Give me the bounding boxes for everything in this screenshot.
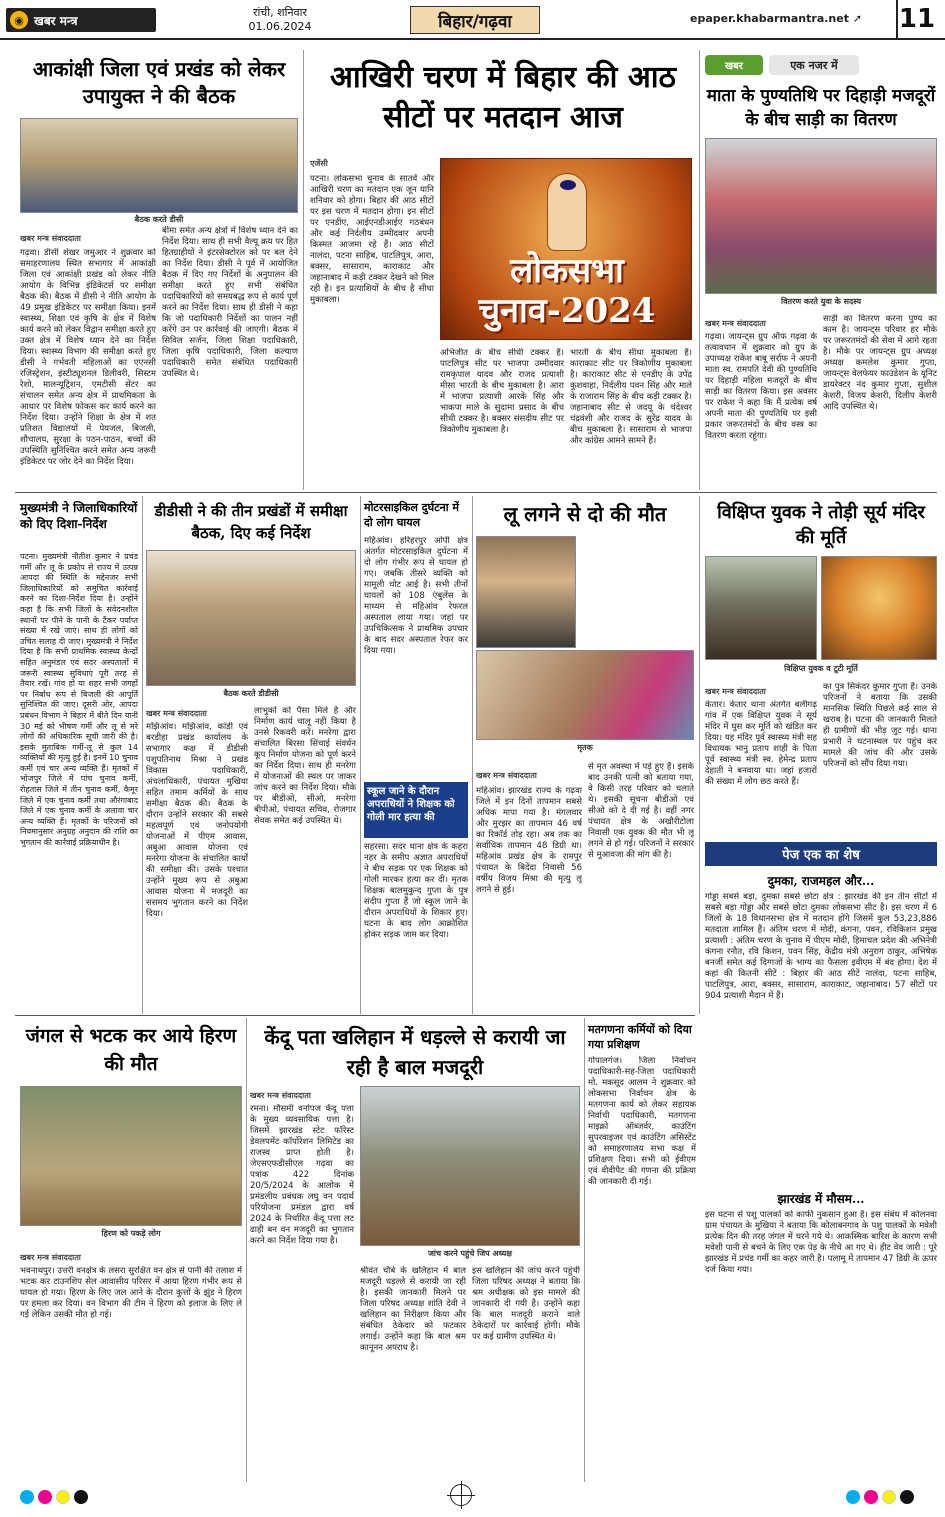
ddc-byline: खबर मन्त्र संवाददाता bbox=[146, 709, 207, 718]
poster-line-1: लोकसभा bbox=[510, 251, 624, 291]
ddc-body-col2: लाभुकों को पैसा मिले है और निर्माण कार्य चालू नहीं किया है उनसे रिकवरी करें। मनरेगा द्वारा संचालित बिरसा सिंचाई संवर्धन कूप निर्माण योजना को पूर्ण करने का निर्देश दिया। साथ ही मनरेगा में योजनाओं की स्थल पर जाकर जांच करने का निर्देश दिया। मौके पर बीडीओ, सीओ, मनरेगा बीपीओ, पंचायत सचिव, रोजगार सेवक समेत कई उपस्थित थे। bbox=[254, 706, 356, 826]
lead-byline: एजेंसी bbox=[310, 159, 328, 168]
page-one-sub2: झारखंड में मौसम... bbox=[777, 1192, 865, 1206]
cursor-icon: ➚ bbox=[852, 12, 863, 25]
ddc-caption: बैठक करते डीडीसी bbox=[223, 689, 279, 698]
cm-headline: मुख्यमंत्री ने जिलाधिकारियों को दिए दिशा-निर्देश bbox=[20, 501, 138, 531]
deer-byline: खबर मन्त्र संवाददाता bbox=[20, 1253, 81, 1262]
column-divider bbox=[472, 496, 473, 1014]
saree-body-col2: साड़ी का वितरण करना पुण्य का काम है। जायन्ट्स परिवार हर मौके पर जरूरतमंदों की सेवा में आगे रहता है। मौके पर जायन्ट्स ग्रुप अध्यक्ष अध्यक्ष कमलेश कुमार गुप्ता, जायन्ट्स वेलफेयर फाउंडेशन के यूनिट डायरेक्टर नंद कुमार गुप्ता, सुशील केशरी, विजय केशरी, दिलीप केशरी आदि उपस्थित थे। bbox=[823, 314, 937, 412]
newspaper-logo[interactable] bbox=[6, 8, 156, 32]
idol-body-col1: केतार। केतार थाना अंतर्गत बलीगढ़ गांव में एक विक्षिप्त युवक ने सूर्य मंदिर में घुस कर मूर्ति को खंडित कर दिया। यह मंदिर पूर्व स्वास्थ्य मंत्री सह विधायक भानु प्रताप शाही के पिता पूर्व स्वास्थ्य मंत्री स्व. हेमेन्द्र प्रताप देहाती ने बनवाया था। जहां हजारों की संख्या में लोग छठ करते हैं। bbox=[705, 700, 817, 787]
child-byline: खबर मन्त्र संवाददाता bbox=[250, 1091, 311, 1100]
meeting-headline: आकांक्षी जिला एवं प्रखंड को लेकर उपायुक्त ने की बैठक bbox=[32, 57, 286, 108]
deer-photo bbox=[20, 1086, 242, 1226]
heat-headline: लू लगने से दो की मौत bbox=[503, 502, 667, 526]
epaper-link[interactable] bbox=[690, 12, 862, 25]
meeting-body-col1: गढ़वा। डीसी शेखर जमुआर ने शुक्रवार को समाहरणालय स्थित सभागार में आकांक्षी जिला एवं आकांक्षी प्रखंड को लेकर नीति आयोग के विभिन्न इंडिकेटर्स पर समीक्षा बैठक की। बैठक में डीसी ने नीति आयोग के 49 प्रमुख इंडिकेटर पर समीक्षा किया। इनमें स्वास्थ्य, शिक्षा एवं कृषि के क्षेत्र में विशेष कार्य करने को लेकर विद्वान समीक्षा करते हुए उक्त क्षेत्र में विशेष ध्यान देने का निर्देश दिया। स्वास्थ्य विभाग की समीक्षा करते हुए डीसी ने गर्भवती महिलाओं का एएनसी रजिस्ट्रेशन, इंस्टीट्यूशनल डिलीवरी, सिस्टम रेशो, मालन्यूट्रिशन, एमटीसी सेंटर का संचालन समेत अन्य क्षेत्र में प्राथमिकता के आधार पर विशेष फोकस कर कार्य करने का निर्देश दिया। उन्होंने शिक्षा के क्षेत्र में शत प्रतिशत विद्यालयों में पेयजल, बिजली, शौचालय, सुरक्षा के पठन-पाठन, बच्चों की उपस्थिति सुनिश्चित करने समेत अन्य जरूरी इंडिकेटर पर जोर देने का निर्देश दिया। bbox=[20, 248, 156, 467]
cm-body: पटना। मुख्यमंत्री नीतीश कुमार ने प्रचंड गर्मी और लू के प्रकोप से राज्य में उत्पन्न आपदा की स्थिति के मद्देनजर सभी जिलाधिकारियों को समुचित कार्रवाई करने का दिशा-निर्देश दिया है। उन्होंने कहा है कि सभी जिलों के संवेदनशील स्थानों पर पीने के पानी के टैंकर पर्याप्त संख्या में रखे जाएं। साथ ही लोगों को उचित सलाह दी जाए। मुख्यमंत्री ने निर्देश दिया है कि सभी प्राथमिक स्वास्थ्य केन्द्रों सहित अनुमंडल एवं सदर अस्पतालों में जरूरी स्वास्थ्य सुविधाएं पूरी तरह से तैयार रखें। गांव हो या शहर सभी जगहों पर निर्बाध रूप से बिजली की आपूर्ति सुनिश्चित की जाए। दूसरी ओर, आपदा प्रबंधन विभाग ने बिहार में बीते दिन यानी 30 मई को भीषण गर्मी और लू से मरे लोगों की अधिकारिक सूची जारी की है। इसके मुताबिक गर्मी-लू से कुल 14 व्यक्तियों की मृत्यु हुई है। इनमें 10 चुनाव कर्मी एवं चार अन्य व्यक्ति हैं। मृतकों में भोजपुर जिले में पांच चुनाव कर्मी, रोहतास जिले में तीन चुनाव कर्मी, कैमूर जिले में एक चुनाव कर्मी तथा औरंगाबाद जिले में एक चुनाव कर्मी के अलावा चार अन्य व्यक्ति हैं। मृतकों के परिजनों को नियमानुसार अनुग्रह अनुदान की राशि का भुगतान की कार्रवाई प्रक्रियाधीन है। bbox=[20, 552, 138, 848]
heat-body-col2: से मृत अवस्था में पड़े हुए हैं। इसके बाद उनकी पत्नी को बताया गया, वे किसी तरह परिवार को चलाते थे। इसकी सूचना बीडीओ एवं सीओ को दे दी गई है। वहीं नगर पंचायत क्षेत्र के अखौरीटोला निवासी एक युवक की मौत भी लू लगने से हो गई। परिजनों ने सरकार से मुआवजा की मांग की है। bbox=[588, 762, 694, 860]
page-one-header-text: पेज एक का शेष bbox=[782, 848, 860, 863]
column-divider bbox=[360, 496, 361, 1014]
idol-photo-statue bbox=[821, 556, 937, 660]
meeting-body-col2: बीमा समेत अन्य क्षेत्रों में विशेष ध्यान देने का निर्देश दिया। साथ ही सभी वैल्यू क्रय पर हित हितग्राहीयों ने इंटरसेक्टोरल को पर बल देने का निर्देश दिया। डीसी ने पूर्व में आयोजित बैठक में दिए गए निर्देशों के अनुपालन की समीक्षा करते हुए सभी संबंधित पदाधिकारियों को समयबद्ध रूप से कार्य पूर्ण करने का निर्देश दिया। साथ ही डीसी ने कहा कि जो पदाधिकारी निर्देशों का पालन नहीं करेंगे उन पर कार्रवाई की जाएगी। बैठक में सिविल सर्जन, जिला शिक्षा पदाधिकारी, जिला कृषि पदाधिकारी, जिला कल्याण पदाधिकारी समेत संबंधित पदाधिकारी उपस्थित थे। bbox=[162, 226, 298, 379]
registration-dot-icon bbox=[38, 1490, 52, 1504]
accident-body: महिआंव। हरिहरपुर ओपी क्षेत्र अंतर्गत मोटरसाइकिल दुर्घटना में दो लोग गंभीर रूप से घायल हो गए। जबकि तीसरे व्यक्ति को मामूली चोट आई है। सभी तीनों घायलों को 108 एंबुलेंस के माध्यम से महिआंव रेफरल अस्पताल लाया गया। जहां पर उपचिकित्सक ने प्राथमिक उपचार के बाद सदर अस्पताल रेफर कर दिया गया। bbox=[364, 536, 468, 656]
page-one-body2: इस घटना से पशु पालकों को काफी नुकसान हुआ है। इस संबंध में कोलनवा ग्राम पंचायत के मुखिया ने बताया कि कोलाबनगाव के पशु पालकों के मवेशी प्रत्येक दिन की तरह जंगल में चरने गये थे। आकस्मिक बारिश के कारण सभी मवेशी पानी से बचने के लिए एक पेड़ के नीचे आ गए थे। हीट वेव जारी : पूरे झारखंड में प्रचंड गर्मी का कहर जारी है। पलामू में तापमान 47 डिग्री के ऊपर दर्ज किया गया। bbox=[705, 1210, 937, 1275]
teacher-headline: स्कूल जाने के दौरान अपराधियों ने शिक्षक को गोली मार हत्या की bbox=[367, 786, 455, 823]
page-one-sub: दुमका, राजमहल और... bbox=[767, 874, 875, 888]
child-headline: केंदू पता खलिहान में धड़ल्ले से करायी जा रही है बाल मजदूरी bbox=[264, 1025, 566, 1079]
saree-body-col1: गढ़वा। जायन्ट्स ग्रुप ऑफ गढ़वा के तत्वावधान में शुक्रवार को ग्रुप के उपाध्यक्ष राकेश बाबू सर्राफ ने अपनी माता स्व. रामपति देवी की पुण्यतिथि पर दिहाड़ी महिला मजदूरों के बीच साड़ी का वितरण किया। इस अवसर पर राकेश ने कहा कि मैं प्रत्येक वर्ष अपनी माता की पुण्यतिथि पर इसी प्रकार जरूरतमंदों के बीच वस्त्र का वितरण करता रहूंगा। bbox=[705, 332, 817, 441]
registration-dot-icon bbox=[864, 1490, 878, 1504]
logo-text: खबर मन्त्र bbox=[34, 13, 78, 28]
column-divider bbox=[303, 50, 304, 490]
idol-caption: विक्षिप्त युवक व टूटी मूर्ति bbox=[784, 664, 858, 673]
idol-byline: खबर मन्त्र संवाददाता bbox=[705, 687, 766, 696]
heat-body-col1: महिआंव। झारखंड राज्य के गढ़वा जिले में इन दिनों तापमान सबसे अधिक मापा गया है। मंगलवार और मुरझर का तापमान 46 वर्ष का रिकॉर्ड तोड़ रहा। अब तक का सर्वाधिक तापमान 48 डिग्री था। महिआंव प्रखंड क्षेत्र के रामपुर पंचायत के बिदेंदा निवासी 56 वर्षीय विजय मिश्रा की मृत्यु लू लगने से हुई। bbox=[476, 786, 582, 895]
child-body-col3: इस खलिहान की जांच करने पहुंची जिला परिषद अध्यक्ष ने बताया कि श्रम अधीक्षक को इस मामले की जानकारी दी गयी है। उन्होंने कहा कि बाल मजदूरी कराने वाले ठेकेदारों पर कार्रवाई होगी। मौके पर कई ग्रामीण उपस्थित थे। bbox=[472, 1266, 580, 1342]
poster-line-2: चुनाव-2024 bbox=[478, 291, 656, 331]
masthead bbox=[0, 0, 945, 40]
deer-body: भवनाथपुर। उत्तरी वनक्षेत्र के लसरा सुरक्षित वन क्षेत्र से पानी की तलाश में भटक कर टाउनशिप सेल आवासीय परिसर में आया हिरण गंभीर रूप से घायल हो गया। हिरण के लिए जल आने के दौरान कुत्तों के झुंड ने हिरण पर हमला कर दिया। वन विभाग की टीम ने हिरण को इलाज के लिए ले गई लेकिन उसकी मौत हो गई। bbox=[20, 1266, 242, 1320]
saree-headline: माता के पुण्यतिथि पर दिहाड़ी मजदूरों के बीच साड़ी का वितरण bbox=[706, 86, 936, 130]
column-divider bbox=[142, 496, 143, 1014]
teacher-body: सहरसा। सदर थाना क्षेत्र के कहरा नहर के समीप अज्ञात अपराधियों ने बीच सड़क पर एक शिक्षक को गोली मारकर हत्या कर दी। मृतक शिक्षक बालमुकुन्द गुप्ता के पुत्र संदीप गुप्ता हैं जो स्कूल जाने के दौरान अपराधियों के शिकार हुए। घटना के बाद लोग आक्रोशित होकर सड़क जाम कर दिया। bbox=[364, 842, 468, 940]
dateline bbox=[230, 6, 330, 34]
nazar-tag-text: खबर bbox=[725, 61, 743, 72]
lead-body-col1: पटना। लोकसभा चुनाव के सातवें और आखिरी चरण का मतदान एक जून यानि शनिवार को होगा। बिहार की आठ सीटों पर इस चरण में मतदान होगा। इन सीटों पर एनडीए, आईएनडीआईए गठबंधन और कई निर्दलीय उम्मीदवार अपनी किस्मत आजमा रहे हैं। आठ सीटों नालंदा, पटना साहिब, पाटलिपुत्र, आरा, बक्सर, सासाराम, काराकाट और जहानाबाद में कड़ी टक्कर देखने को मिल रही है। इन प्रत्याशियों के बीच है सीधा मुकाबला। bbox=[310, 174, 434, 305]
epaper-url: epaper.khabarmantra.net bbox=[690, 12, 849, 25]
heat-photo-person bbox=[476, 536, 576, 648]
accident-headline: मोटरसाइकिल दुर्घटना में दो लोग घायल bbox=[364, 501, 459, 529]
ink-finger-icon bbox=[547, 173, 587, 251]
meeting-photo bbox=[20, 118, 298, 213]
lead-body-col3: भारती के बीच सीधा मुकाबला है। काराकाट सीट पर त्रिकोणीय मुकाबला है। काराकाट सीट से एनडीए के उपेंद्र कुशवाहा, निर्दलीय पवन सिंह और माले के राजाराम सिंह के बीच कड़ी टक्कर है। जहानाबाद सीट से जदयू के चंदेश्वर चंद्रवंशी और राजद के सुरेंद्र यादव के बीच मुकाबला है। सासाराम से भाजपा और कांग्रेस आमने सामने हैं। bbox=[570, 348, 692, 446]
nazar-box bbox=[705, 55, 937, 75]
column-divider bbox=[699, 50, 700, 490]
idol-body-col2: का पुत्र सिकंदर कुमार गुप्ता है। उनके परिजनों ने बताया कि उसकी मानसिक स्थिति पिछले कई साल से खराब है। घटना की जानकारी मिलते ही ग्रामीणों की भीड़ जुट गई। थाना प्रभारी ने घटनास्थल पर पहुंच कर मामले की जांच की और उसके परिजनों को सौंप दिया गया। bbox=[823, 682, 937, 769]
column-divider bbox=[246, 1018, 247, 1482]
page-one-body: गोड्डा सबसे बड़ा, दुमका सबसे छोटा क्षेत्र : झारखंड की इन तीन सीटों में सबसे बड़ा गोड्डा और सबसे छोटा दुमका लोकसभा सीट है। इस चरण में 6 जिलों के 18 विधानसभा क्षेत्र में मतदान होंगे जिसमें कुल 53,23,886 मतदाता शामिल हैं। अंतिम चरण में मोदी, कंगना, पवन, रविकिशन प्रमुख प्रत्याशी : अंतिम चरण के चुनाव में पीएम मोदी, हिमाचल प्रदेश की अभिनेत्री कंगना रनौत, रवि किशन, पवन सिंह, केंद्रीय मंत्री अनुराग ठाकुर, अभिषेक बनर्जी समेत कई दिग्गजों के भाग्य का फैसला इवीएम में बंद होगा। देश में कहां की कितनी सीटें : बिहार की आठ सीटें नालंदा, पटना साहिब, पाटलिपुत्र, आरा, बक्सर, सासाराम, काराकाट, जहानाबाद। 57 सीटों पर 904 प्रत्याशी मैदान में हैं। bbox=[705, 892, 937, 1001]
ddc-body-col1: मझिआंव। मझिआंव, कांडी एवं बरडीहा प्रखंड कार्यालय के सभागार कक्ष में डीडीसी पशुपतिनाथ मिश्रा ने प्रखंड विकास पदाधिकारी, अंचलाधिकारी, पंचायत मुखिया सहित तमाम कर्मियों के साथ समीक्षा बैठक की। बैठक के दौरान उन्होंने सरकार की सबसे महत्वपूर्ण एवं जनोपयोगी योजनाओं में पीएम आवास, अबुआ आवास योजना एवं मनरेगा योजना के संचालित कार्यों की समीक्षा की। उसके पश्चात उन्होंने मुख्य रूप से अबुआ आवास योजना में मजदूरी का ससमय भुगतान करने का निर्देश दिया। bbox=[146, 722, 248, 919]
registration-dot-icon bbox=[56, 1490, 70, 1504]
registration-dot-icon bbox=[74, 1490, 88, 1504]
logo-mark-icon: ◉ bbox=[10, 11, 28, 29]
saree-photo bbox=[705, 138, 937, 294]
registration-dot-icon bbox=[20, 1490, 34, 1504]
deer-headline: जंगल से भटक कर आये हिरण की मौत bbox=[25, 1025, 237, 1075]
child-caption: जांच करने पहुंचे जिप अध्यक्ष bbox=[427, 1249, 512, 1258]
heat-byline: खबर मन्त्र संवाददाता bbox=[476, 771, 537, 780]
training-body: गोपालगंज। जिला निर्वाचन पदाधिकारी-सह-जिला पदाधिकारी मो. मकसूद आलम ने शुक्रवार को लोकसभा निर्वाचन क्षेत्र के मतगणना कार्य को लेकर सहायक निर्वाची पदाधिकारी, मतगणना माइक्रो ऑब्जर्वर, काउंटिंग सुपरवाइजर एवं काउंटिंग असिस्टेंट को समाहरणालय सभा कक्ष में प्रशिक्षण दिया। सभी को ईवीएम एवं वीवीपैट की गणना की प्रक्रिया की जानकारी दी गई। bbox=[588, 1056, 696, 1187]
row-divider bbox=[15, 492, 937, 493]
row-divider bbox=[15, 1015, 695, 1016]
child-photo bbox=[360, 1086, 580, 1246]
training-headline: मतगणना कर्मियों को दिया गया प्रशिक्षण bbox=[588, 1023, 692, 1051]
section-label: बिहार/गढ़वा bbox=[410, 6, 540, 34]
ddc-photo bbox=[146, 550, 356, 686]
idol-photo-youth bbox=[705, 556, 817, 660]
lead-body-col2: अभिजीत के बीच सीधी टक्कर है। पाटलिपुत्र सीट पर भाजपा उम्मीदवार रामकृपाल यादव और राजद प्रत्याशी मीसा भारती के बीच मुकाबला है। आरा में भाजपा प्रत्याशी आरके सिंह और भाकपा माले के सुदामा प्रसाद के बीच सीधी टक्कर है। बक्सर संसदीय सीट पर त्रिकोणीय मुकाबला है। bbox=[440, 348, 564, 435]
child-body-col2: श्रीवंत चौबे के खलिहान में बाल मजदूरी धड़ल्ले से करायी जा रही है। इसकी जानकारी मिलने पर जिला परिषद अध्यक्ष शांति देवी ने खलिहान का निरीक्षण किया और संबंधित ठेकेदार को फटकार लगाई। उन्होंने कहा कि बाल श्रम कानूनन अपराध है। bbox=[360, 1266, 466, 1353]
page-one-header bbox=[705, 842, 937, 866]
dateline-city-day: रांची, शनिवार bbox=[252, 6, 308, 19]
idol-headline: विक्षिप्त युवक ने तोड़ी सूर्य मंदिर की मूर्ति bbox=[717, 502, 925, 548]
registration-dot-icon bbox=[882, 1490, 896, 1504]
saree-byline: खबर मन्त्र संवाददाता bbox=[705, 319, 766, 328]
meeting-caption: बैठक करते डीसी bbox=[134, 215, 184, 224]
registration-dot-icon bbox=[846, 1490, 860, 1504]
column-divider bbox=[584, 1018, 585, 1482]
saree-caption: वितरण करते युवा के सदस्य bbox=[781, 297, 861, 306]
lead-headline: आखिरी चरण में बिहार की आठ सीटों पर मतदान आज bbox=[330, 60, 676, 135]
nazar-label bbox=[769, 55, 859, 75]
election-poster bbox=[440, 158, 692, 340]
footer-registration-left bbox=[20, 1490, 88, 1504]
page-number: 11 bbox=[896, 0, 936, 38]
heat-photo-deceased bbox=[476, 650, 694, 740]
meeting-byline: खबर मन्त्र संवाददाता bbox=[20, 234, 81, 243]
column-divider bbox=[699, 496, 700, 1014]
registration-dot-icon bbox=[900, 1490, 914, 1504]
footer-registration-right bbox=[846, 1490, 914, 1504]
teacher-headline-box bbox=[364, 782, 468, 838]
nazar-tag bbox=[705, 55, 763, 75]
child-body-col1: रमना। मौसमी वनोपज केंदू पत्ता के मुख्य व्यवसायिक पत्ता है। जिसमें झारखंड स्टेट फॉरेस्ट डेवलपमेंट कॉर्पोरेशन लिमिटेड का राजस्व प्राप्त होती है। जेएसएफडीसीएल गढ़वा का पत्रांक 422 दिनांक 20/5/2024 के आलोक में प्रमंडलीय प्रबंधक लघु वन पदार्थ परियोजना प्रमंडल द्वारा वर्ष 2024 के निर्धारित केंदू पत्ता लट ढाही बन वन मजदूरी का भुगतान करने का निर्देश दिया गया है। bbox=[250, 1104, 354, 1246]
nazar-label-text: एक नजर में bbox=[790, 58, 838, 72]
crosshair-icon bbox=[450, 1484, 472, 1506]
dateline-date: 01.06.2024 bbox=[248, 20, 312, 33]
heat-caption: मृतक bbox=[577, 743, 593, 752]
deer-caption: हिरण को पकड़े लोग bbox=[101, 1229, 161, 1238]
ddc-headline: डीडीसी ने की तीन प्रखंडों में समीक्षा बैठक, दिए कई निर्देश bbox=[154, 502, 348, 542]
